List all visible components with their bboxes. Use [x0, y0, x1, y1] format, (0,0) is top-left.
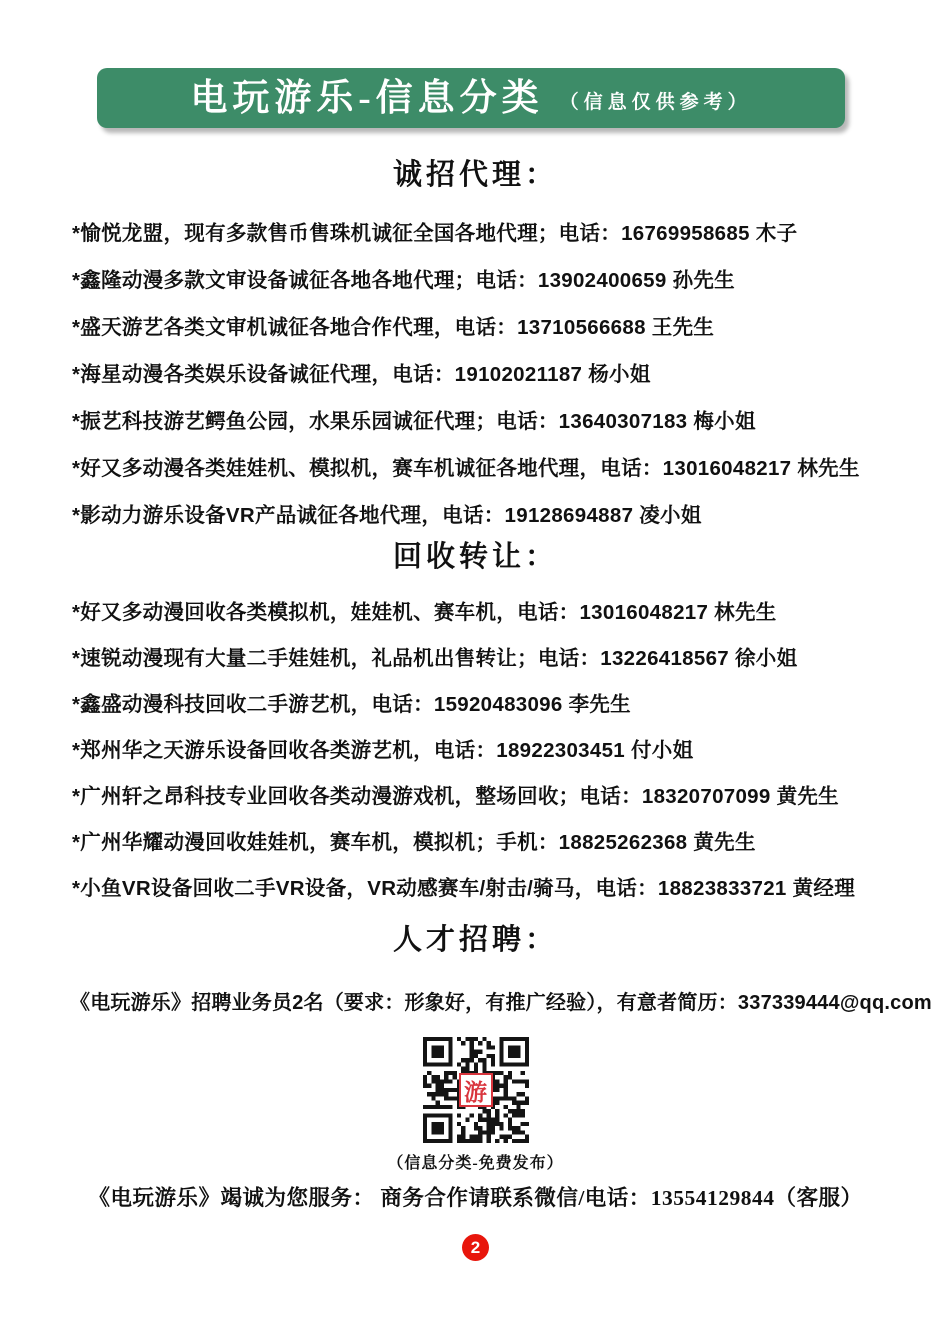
- listing-line: *影动力游乐设备VR产品诚征各地代理，电话：19128694887 凌小姐: [72, 503, 702, 527]
- page-subtitle: （信息仅供参考）: [559, 91, 752, 113]
- listing-line: *振艺科技游艺鳄鱼公园，水果乐园诚征代理；电话：13640307183 梅小姐: [72, 409, 756, 433]
- section-heading-recycle: 回收转让：: [392, 541, 558, 573]
- listing-line: *愉悦龙盟，现有多款售币售珠机诚征全国各地代理；电话：16769958685 木子: [72, 221, 798, 245]
- listing-line: *鑫隆动漫多款文审设备诚征各地各地代理；电话：13902400659 孙先生: [72, 268, 735, 292]
- agent-listings: [0, 207, 951, 536]
- listing-line: *盛天游艺各类文审机诚征各地合作代理，电话：13710566688 王先生: [72, 315, 715, 339]
- listing-line: *广州华耀动漫回收娃娃机，赛车机，模拟机；手机：18825262368 黄先生: [72, 831, 756, 854]
- header-banner: [97, 68, 845, 128]
- listing-line: *鑫盛动漫科技回收二手游艺机，电话：15920483096 李先生: [72, 693, 631, 716]
- listing-line: *海星动漫各类娱乐设备诚征代理，电话：19102021187 杨小姐: [72, 362, 651, 386]
- qr-center-label: 游: [459, 1073, 493, 1107]
- listing-line: *小鱼VR设备回收二手VR设备，VR动感赛车/射击/骑马，电话：18823833721 黄经理: [72, 877, 856, 900]
- recruit-listing: 《电玩游乐》招聘业务员2名（要求：形象好，有推广经验），有意者简历：337339444@qq.com: [70, 992, 932, 1014]
- page-title: 电玩游乐-信息分类: [190, 77, 544, 119]
- listing-line: *速锐动漫现有大量二手娃娃机，礼品机出售转让；电话：13226418567 徐小姐: [72, 647, 798, 670]
- page-number-badge: 2: [462, 1234, 489, 1261]
- listing-line: *好又多动漫回收各类模拟机，娃娃机、赛车机，电话：13016048217 林先生: [72, 601, 777, 624]
- qr-caption: （信息分类-免费发布）: [387, 1155, 564, 1172]
- section-heading-agents: 诚招代理：: [392, 159, 558, 191]
- listing-line: *广州轩之昂科技专业回收各类动漫游戏机，整场回收；电话：18320707099 黄先生: [72, 785, 839, 808]
- section-heading-recruit: 人才招聘：: [392, 924, 558, 956]
- listing-line: *好又多动漫各类娃娃机、模拟机，赛车机诚征各地代理，电话：13016048217 林先生: [72, 456, 860, 480]
- recycle-listings: [0, 587, 951, 909]
- listing-line: *郑州华之天游乐设备回收各类游艺机，电话：18922303451 付小姐: [72, 739, 694, 762]
- service-contact-line: 《电玩游乐》竭诚为您服务： 商务合作请联系微信/电话：13554129844（客服）: [88, 1186, 863, 1210]
- qr-section: [0, 1037, 951, 1143]
- qr-code: [423, 1037, 529, 1143]
